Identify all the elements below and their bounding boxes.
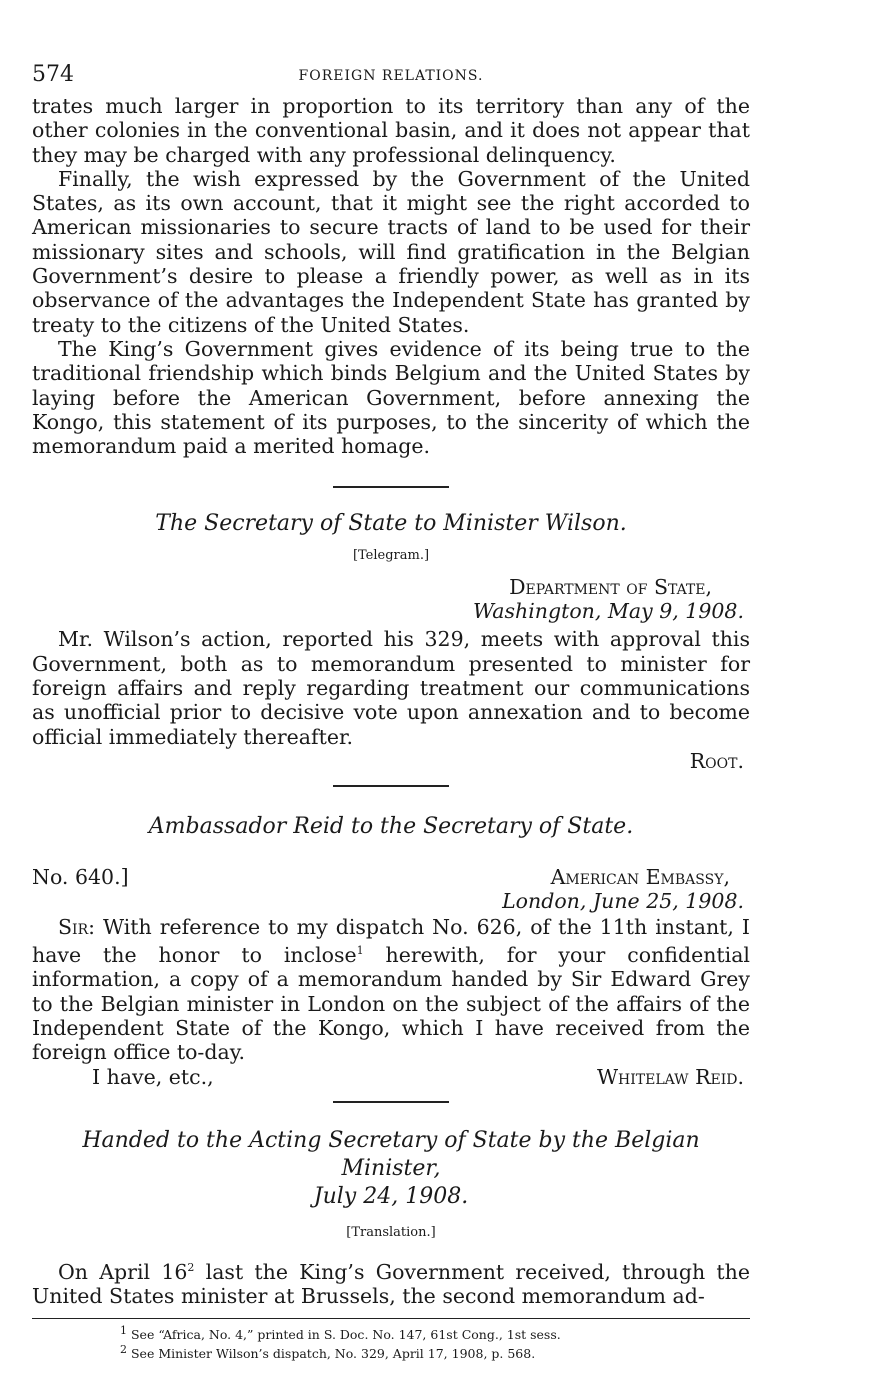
section-divider	[333, 785, 449, 787]
footnote-2	[120, 1342, 750, 1361]
section-title-belgian	[32, 1127, 750, 1211]
translation-note: [Translation.]	[346, 1224, 436, 1240]
body-paragraph-3: The King’s Government gives evidence of its being true to the traditional friendship which binds Belgium and the United States by laying before the American Government, before annexing the Kongo, this statement of its purposes, to the sincerity of which the memorandum paid a merited homage.	[32, 336, 750, 459]
salutation: Sir:	[58, 914, 96, 939]
dispatch-heading	[32, 865, 750, 913]
footnote-1	[120, 1323, 750, 1342]
document-page	[32, 60, 750, 1361]
translation-text-part-1: On April 16	[58, 1259, 188, 1284]
section-title-ambassador: Ambassador Reid to the Secretary of State.	[148, 813, 634, 839]
dispatch-text	[32, 915, 750, 1065]
dateline-department	[32, 575, 750, 623]
signature-reid: Whitelaw Reid.	[596, 1064, 744, 1089]
telegram-note: [Telegram.]	[352, 548, 430, 564]
closing-row	[32, 1065, 750, 1089]
section-divider	[333, 486, 449, 488]
dateline-embassy	[32, 889, 750, 913]
dateline-line-1: Department of State,	[509, 575, 712, 600]
page-number: 574	[32, 62, 74, 87]
page-header	[32, 60, 750, 94]
signature-root: Root.	[689, 748, 744, 773]
dateline-line-2: Washington, May 9, 1908.	[472, 599, 744, 624]
footnote-divider	[32, 1318, 750, 1319]
section-title-secretary: The Secretary of State to Minister Wilson.	[155, 511, 627, 537]
translation-text-part-2: last the King’s Government received, through the United States minister at Brussels, the second memorandum ad-	[32, 1259, 750, 1308]
dispatch-number: No. 640.]	[32, 864, 129, 889]
dispatch-text-part-1: With reference to my dispatch No. 626, of the 11th instant, I have the honor to inclose	[32, 914, 750, 968]
footnote-1-text: See “Africa, No. 4,” printed in S. Doc. No. 147, 61st Cong., 1st sess.	[130, 1327, 561, 1343]
footnote-1-marker: 1	[120, 1323, 127, 1337]
closing-phrase: I have, etc.,	[92, 1064, 214, 1089]
body-paragraph-2: Finally, the wish expressed by the Government of the United States, as its own account, that it might see the right accorded to American missionaries to secure tracts of land to be used for their missionary sites and schools, will find gratification in the Belgian Government’s desire to please a friendly power, as well as in its observance of the advantages the Independent State has granted by treaty to the citizens of the United States.	[32, 166, 750, 337]
footnotes	[32, 1323, 750, 1361]
footnote-2-marker: 2	[120, 1343, 127, 1357]
footnote-2-text: See Minister Wilson’s dispatch, No. 329, April 17, 1908, p. 568.	[130, 1346, 536, 1362]
section-divider	[333, 1101, 449, 1103]
translation-text	[32, 1256, 750, 1308]
dispatch-row-1	[32, 865, 750, 889]
section-title-line-2: July 24, 1908.	[313, 1183, 469, 1209]
footnote-marker-1: 1	[356, 944, 364, 958]
dateline-line-1: American Embassy,	[550, 864, 730, 889]
dispatch-text-part-2: herewith, for your confidential information, a copy of a memorandum handed by Sir Edward Grey to the Belgian minister in London on the subject of the affairs of the Independent State of the Kongo, which I have received from the foreign office to-day.	[32, 943, 750, 1065]
running-head: FOREIGN RELATIONS.	[298, 68, 484, 84]
footnote-marker-2: 2	[187, 1260, 195, 1274]
section-title-line-1: Handed to the Acting Secretary of State by the Belgian Minister,	[82, 1127, 700, 1181]
telegram-text: Mr. Wilson’s action, reported his 329, meets with approval this Government, both as to memorandum presented to minister for foreign affairs and reply regarding treatment our communications as unofficial prior to decisive vote upon annexation and to become official immediately thereafter.	[32, 627, 750, 749]
dateline-line-2: London, June 25, 1908.	[502, 888, 744, 913]
body-paragraph-1: trates much larger in proportion to its territory than any of the other colonies in the conventional basin, and it does not appear that they may be charged with any professional delinquency.	[32, 94, 750, 167]
